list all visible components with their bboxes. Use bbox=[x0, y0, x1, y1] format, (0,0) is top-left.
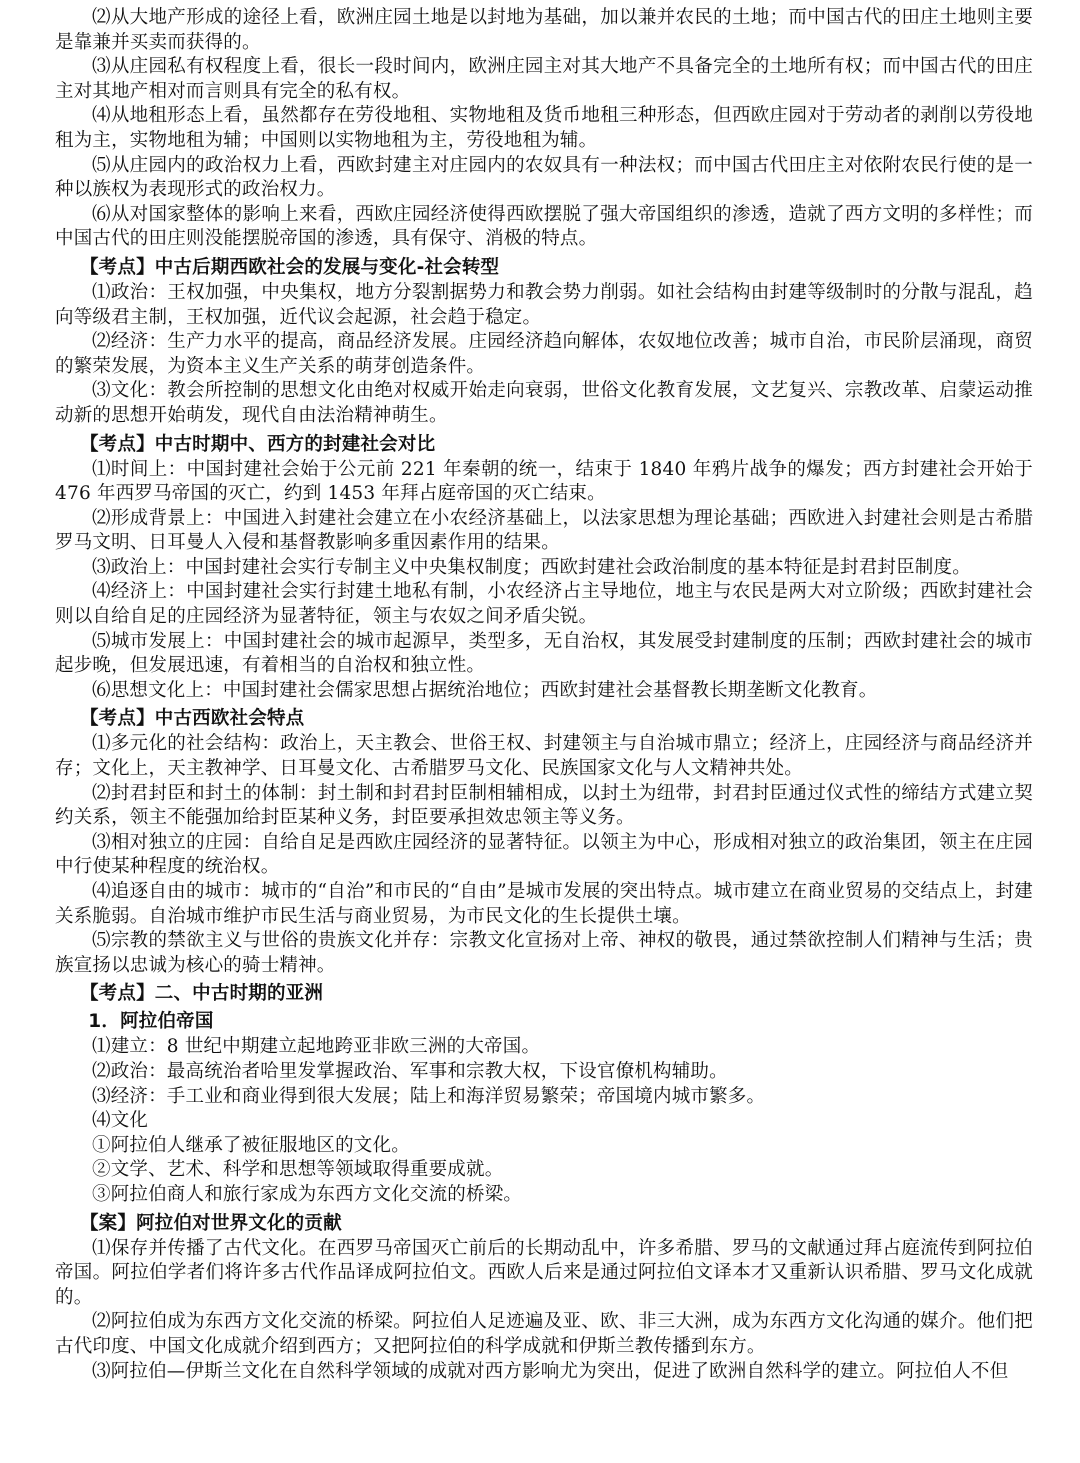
subsection-heading: 1．阿拉伯帝国 bbox=[88, 1011, 214, 1033]
section-feudal-comparison bbox=[55, 432, 1033, 704]
paragraph: ⑵形成背景上：中国进入封建社会建立在小农经济基础上，以法家思想为理论基础；西欧进入封建社会则是古希腊罗马文明、日耳曼人入侵和基督教影响多重因素作用的结果。 bbox=[55, 507, 1033, 554]
paragraph: ⑶文化：教会所控制的思想文化由绝对权威开始走向衰弱，世俗文化教育发展，文艺复兴、宗教改革、启蒙运动推动新的思想开始萌发，现代自由法治精神萌生。 bbox=[55, 380, 1033, 426]
section-arab-contribution bbox=[55, 1211, 1033, 1385]
paragraph: ⑴政治：王权加强，中央集权，地方分裂割据势力和教会势力削弱。如社会结构由封建等级制时的分散与混乱，趋向等级君主制，王权加强，近代议会起源，社会趋于稳定。 bbox=[55, 281, 1033, 328]
section-heading: 【考点】二、中古时期的亚洲 bbox=[79, 983, 324, 1005]
section-heading: 【案】阿拉伯对世界文化的贡献 bbox=[79, 1212, 342, 1234]
section-medieval-asia bbox=[55, 981, 1033, 1207]
paragraph: ⑵经济：生产力水平的提高，商品经济发展。庄园经济趋向解体，农奴地位改善；城市自治，市民阶层涌现，商贸的繁荣发展，为资本主义生产关系的萌芽创造条件。 bbox=[55, 331, 1033, 377]
paragraph: ⑶政治上：中国封建社会实行专制主义中央集权制度；西欧封建社会政治制度的基本特征是封君封臣制度。 bbox=[92, 556, 971, 578]
paragraph: ⑴多元化的社会结构：政治上，天主教会、世俗王权、封建领主与自治城市鼎立；经济上，庄园经济与商品经济并存；文化上，天主教神学、日耳曼文化、古希腊罗马文化、民族国家文化与人文精神共处。 bbox=[55, 733, 1033, 780]
section-heading: 【考点】中古西欧社会特点 bbox=[79, 708, 305, 730]
paragraph: ⑶经济：手工业和商业得到很大发展；陆上和海洋贸易繁荣；帝国境内城市繁多。 bbox=[92, 1085, 766, 1107]
paragraph: ⑶相对独立的庄园：自给自足是西欧庄园经济的显著特征。以领主为中心，形成相对独立的政治集团，领主在庄园中行使某种程度的统治权。 bbox=[55, 831, 1033, 878]
section-west-europe-features bbox=[55, 706, 1033, 978]
paragraph: ⑸城市发展上：中国封建社会的城市起源早，类型多，无自治权，其发展受封建制度的压制；西欧封建社会的城市起步晚，但发展迅速，有着相当的自治权和独立性。 bbox=[55, 630, 1033, 677]
section-heading: 【考点】中古后期西欧社会的发展与变化-社会转型 bbox=[79, 256, 500, 278]
paragraph: ⑴保存并传播了古代文化。在西罗马帝国灭亡前后的长期动乱中，许多希腊、罗马的文献通过拜占庭流传到阿拉伯帝国。阿拉伯学者们将许多古代作品译成阿拉伯文。西欧人后来是通过阿拉伯文译本才又重新认识希腊、罗马文化成就的。 bbox=[55, 1237, 1033, 1308]
paragraph: ⑷从地租形态上看，虽然都存在劳役地租、实物地租及货币地租三种形态，但西欧庄园对于劳动者的剥削以劳役地租为主，实物地租为辅；中国则以实物地租为主，劳役地租为辅。 bbox=[55, 105, 1033, 151]
paragraph: ⑵阿拉伯成为东西方文化交流的桥梁。阿拉伯人足迹遍及亚、欧、非三大洲，成为东西方文化沟通的媒介。他们把古代印度、中国文化成就介绍到西方；又把阿拉伯的科学成就和伊斯兰教传播到东方。 bbox=[55, 1311, 1033, 1357]
paragraph: ⑴时间上：中国封建社会始于公元前 221 年秦朝的统一，结束于 1840 年鸦片战争的爆发；西方封建社会开始于 476 年西罗马帝国的灭亡，约到 1453 年拜占庭帝国的灭亡结束。 bbox=[55, 458, 1033, 505]
paragraph: ⑶阿拉伯—伊斯兰文化在自然科学领域的成就对西方影响尤为突出，促进了欧洲自然科学的建立。阿拉伯人不但 bbox=[92, 1360, 1009, 1382]
paragraph: ⑷追逐自由的城市：城市的“自治”和市民的“自由”是城市发展的突出特点。城市建立在商业贸易的交结点上，封建关系脆弱。自治城市维护市民生活与商业贸易，为市民文化的生长提供土壤。 bbox=[55, 881, 1033, 927]
paragraph: ⑶从庄园私有权程度上看，很长一段时间内，欧洲庄园主对其大地产不具备完全的土地所有权；而中国古代的田庄主对其地产相对而言则具有完全的私有权。 bbox=[55, 56, 1033, 102]
document-page bbox=[55, 6, 1033, 1384]
section-estate-comparison bbox=[55, 6, 1033, 252]
paragraph: ⑹思想文化上：中国封建社会儒家思想占据统治地位；西欧封建社会基督教长期垄断文化教育。 bbox=[92, 679, 878, 701]
paragraph: ⑵从大地产形成的途径上看，欧洲庄园土地是以封地为基础，加以兼并农民的土地；而中国古代的田庄土地则主要是靠兼并买卖而获得的。 bbox=[55, 7, 1033, 53]
section-heading: 【考点】中古时期中、西方的封建社会对比 bbox=[79, 433, 436, 455]
paragraph: ⑵封君封臣和封土的体制：封土制和封君封臣制相辅相成，以封土为纽带，封君封臣通过仪式性的缔结方式建立契约关系，领主不能强加给封臣某种义务，封臣要承担效忠领主等义务。 bbox=[55, 782, 1033, 829]
paragraph: ⑸从庄园内的政治权力上看，西欧封建主对庄园内的农奴具有一种法权；而中国古代田庄主对依附农民行使的是一种以族权为表现形式的政治权力。 bbox=[55, 154, 1033, 201]
paragraph: ⑵政治：最高统治者哈里发掌握政治、军事和宗教大权，下设官僚机构辅助。 bbox=[92, 1060, 728, 1082]
paragraph: ③阿拉伯商人和旅行家成为东西方文化交流的桥梁。 bbox=[92, 1183, 523, 1205]
paragraph: ①阿拉伯人继承了被征服地区的文化。 bbox=[92, 1134, 410, 1156]
paragraph: ⑹从对国家整体的影响上来看，西欧庄园经济使得西欧摆脱了强大帝国组织的渗透，造就了西方文明的多样性；而中国古代的田庄则没能摆脱帝国的渗透，具有保守、消极的特点。 bbox=[55, 203, 1033, 250]
section-social-transformation bbox=[55, 255, 1033, 429]
paragraph: ⑸宗教的禁欲主义与世俗的贵族文化并存：宗教文化宣扬对上帝、神权的敬畏，通过禁欲控制人们精神与生活；贵族宣扬以忠诚为核心的骑士精神。 bbox=[55, 930, 1033, 976]
paragraph: ⑷经济上：中国封建社会实行封建土地私有制，小农经济占主导地位，地主与农民是两大对立阶级；西欧封建社会则以自给自足的庄园经济为显著特征，领主与农奴之间矛盾尖锐。 bbox=[55, 581, 1033, 628]
paragraph: ⑷文化 bbox=[92, 1110, 149, 1132]
paragraph: ⑴建立：8 世纪中期建立起地跨亚非欧三洲的大帝国。 bbox=[92, 1036, 541, 1058]
paragraph: ②文学、艺术、科学和思想等领域取得重要成就。 bbox=[92, 1159, 504, 1181]
